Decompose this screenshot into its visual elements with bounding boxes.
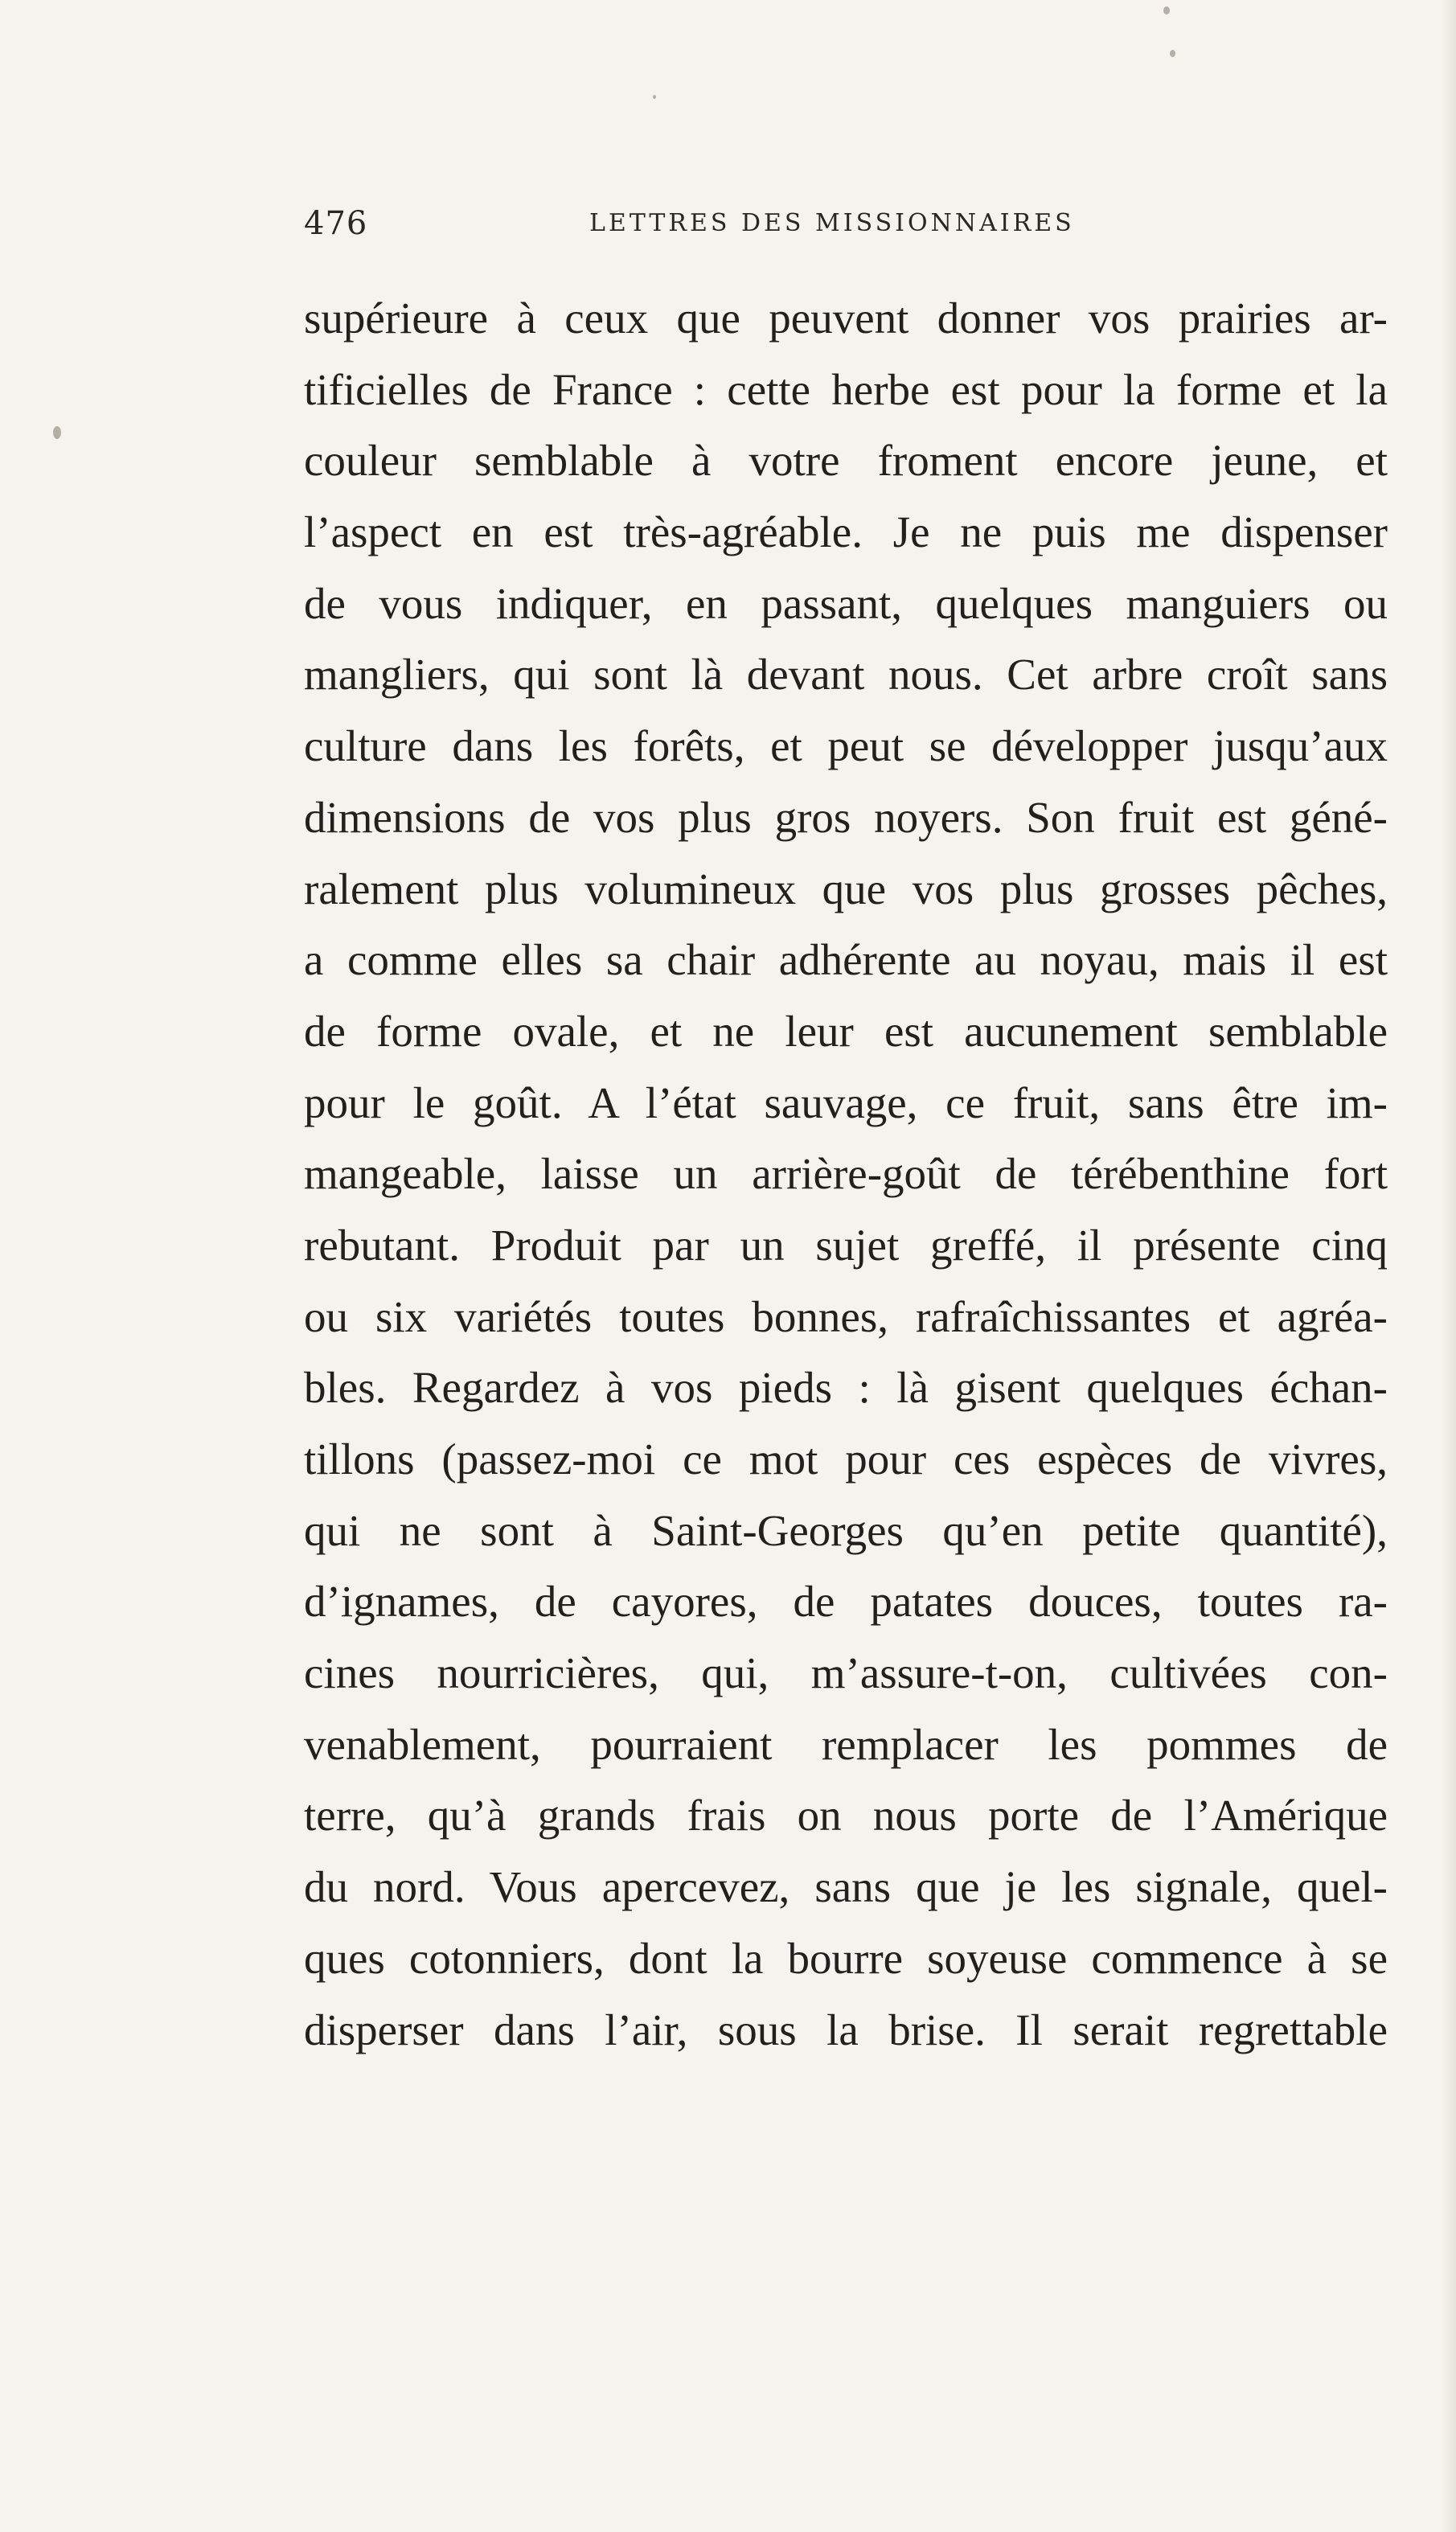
text-line: supérieure à ceux que peuvent donner vos prairies ar- <box>304 293 1388 343</box>
page-number: 476 <box>304 205 368 242</box>
running-head <box>304 199 1389 248</box>
text-line: tillons (passez-moi ce mot pour ces espèces de vivres, <box>304 1434 1388 1483</box>
text-line: de vous indiquer, en passant, quelques manguiers ou <box>304 578 1388 628</box>
paper-speck <box>1170 50 1175 57</box>
text-line: mangliers, qui sont là devant nous. Cet arbre croît sans <box>304 650 1388 700</box>
text-line: pour le goût. A l’état sauvage, ce fruit, sans être im- <box>304 1077 1388 1127</box>
text-line: dimensions de vos plus gros noyers. Son fruit est géné- <box>304 792 1388 842</box>
text-line: rebutant. Produit par un sujet greffé, il présente cinq <box>304 1220 1388 1270</box>
text-line: bles. Regardez à vos pieds : là gisent quelques échan- <box>304 1363 1388 1413</box>
text-line: a comme elles sa chair adhérente au noyau, mais il est <box>304 935 1388 985</box>
text-line: terre, qu’à grands frais on nous porte de l’Amérique <box>304 1791 1388 1841</box>
text-line: culture dans les forêts, et peut se développer jusqu’aux <box>304 721 1388 771</box>
text-line: ralement plus volumineux que vos plus grosses pêches, <box>304 864 1388 913</box>
text-line: de forme ovale, et ne leur est aucunement semblable <box>304 1006 1388 1056</box>
text-line: tificielles de France : cette herbe est pour la forme et la <box>304 364 1388 414</box>
paper-speck <box>53 426 61 439</box>
text-line: d’ignames, de cayores, de patates douces, toutes ra- <box>304 1577 1388 1627</box>
text-line: ques cotonniers, dont la bourre soyeuse commence à se <box>304 1933 1388 1983</box>
running-title: LETTRES DES MISSIONNAIRES <box>589 209 1075 237</box>
body-text <box>304 283 1388 2066</box>
text-line: venablement, pourraient remplacer les pommes de <box>304 1719 1388 1769</box>
text-line: ou six variétés toutes bonnes, rafraîchissantes et agréa- <box>304 1291 1388 1341</box>
text-line: disperser dans l’air, sous la brise. Il serait regrettable <box>304 2005 1388 2054</box>
text-line: l’aspect en est très-agréable. Je ne puis me dispenser <box>304 507 1388 557</box>
text-line: du nord. Vous apercevez, sans que je les signale, quel- <box>304 1862 1388 1912</box>
text-line: mangeable, laisse un arrière-goût de térébenthine fort <box>304 1149 1388 1199</box>
text-line: cines nourricières, qui, m’assure-t-on, cultivées con- <box>304 1648 1388 1698</box>
text-line: qui ne sont à Saint-Georges qu’en petite quantité), <box>304 1505 1388 1555</box>
paper-speck <box>653 95 656 99</box>
text-line: couleur semblable à votre froment encore jeune, et <box>304 436 1388 486</box>
paper-speck <box>1163 6 1170 14</box>
